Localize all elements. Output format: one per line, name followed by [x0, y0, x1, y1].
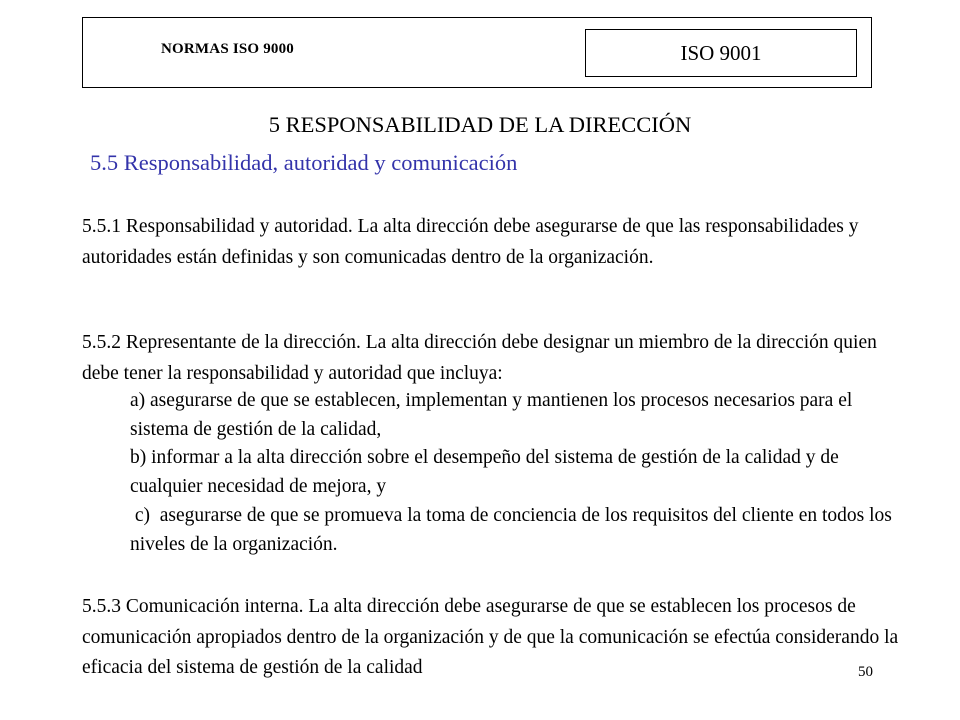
paragraph-management-representative: 5.5.2 Representante de la dirección. La alta dirección debe designar un miembro de la dirección quien debe tener la responsabilidad y autoridad que incluya:: [82, 332, 877, 384]
norms-label: NORMAS ISO 9000: [161, 41, 295, 57]
list-item: a) asegurarse de que se establecen, implementan y mantienen los procesos necesarios para el sistema de gestión de la calidad,: [130, 390, 853, 440]
standard-label: ISO 9001: [585, 29, 857, 77]
header-box: [82, 17, 872, 88]
list-item: b) informar a la alta dirección sobre el desempeño del sistema de gestión de la calidad y de cualquier necesidad de mejora, y: [130, 447, 839, 498]
subsection-heading: 5.5 Responsabilidad, autoridad y comunicación: [90, 150, 518, 175]
paragraph-internal-communication: 5.5.3 Comunicación interna. La alta dirección debe asegurarse de que se establecen los procesos de comunicación apropiados dentro de la organización y de que la comunicación se efectúa considerando la eficacia del sistema de gestión de la calidad: [82, 596, 899, 678]
section-heading: 5 RESPONSABILIDAD DE LA DIRECCIÓN: [268, 112, 692, 137]
representative-duties-list: [130, 387, 900, 559]
page-number: 50: [858, 664, 873, 680]
list-item: c) asegurarse de que se promueva la toma de conciencia de los requisitos del cliente en todos los niveles de la organización.: [130, 504, 897, 555]
paragraph-responsibility-authority: 5.5.1 Responsabilidad y autoridad. La alta dirección debe asegurarse de que las responsabilidades y autoridades están definidas y son comunicadas dentro de la organización.: [82, 216, 859, 268]
